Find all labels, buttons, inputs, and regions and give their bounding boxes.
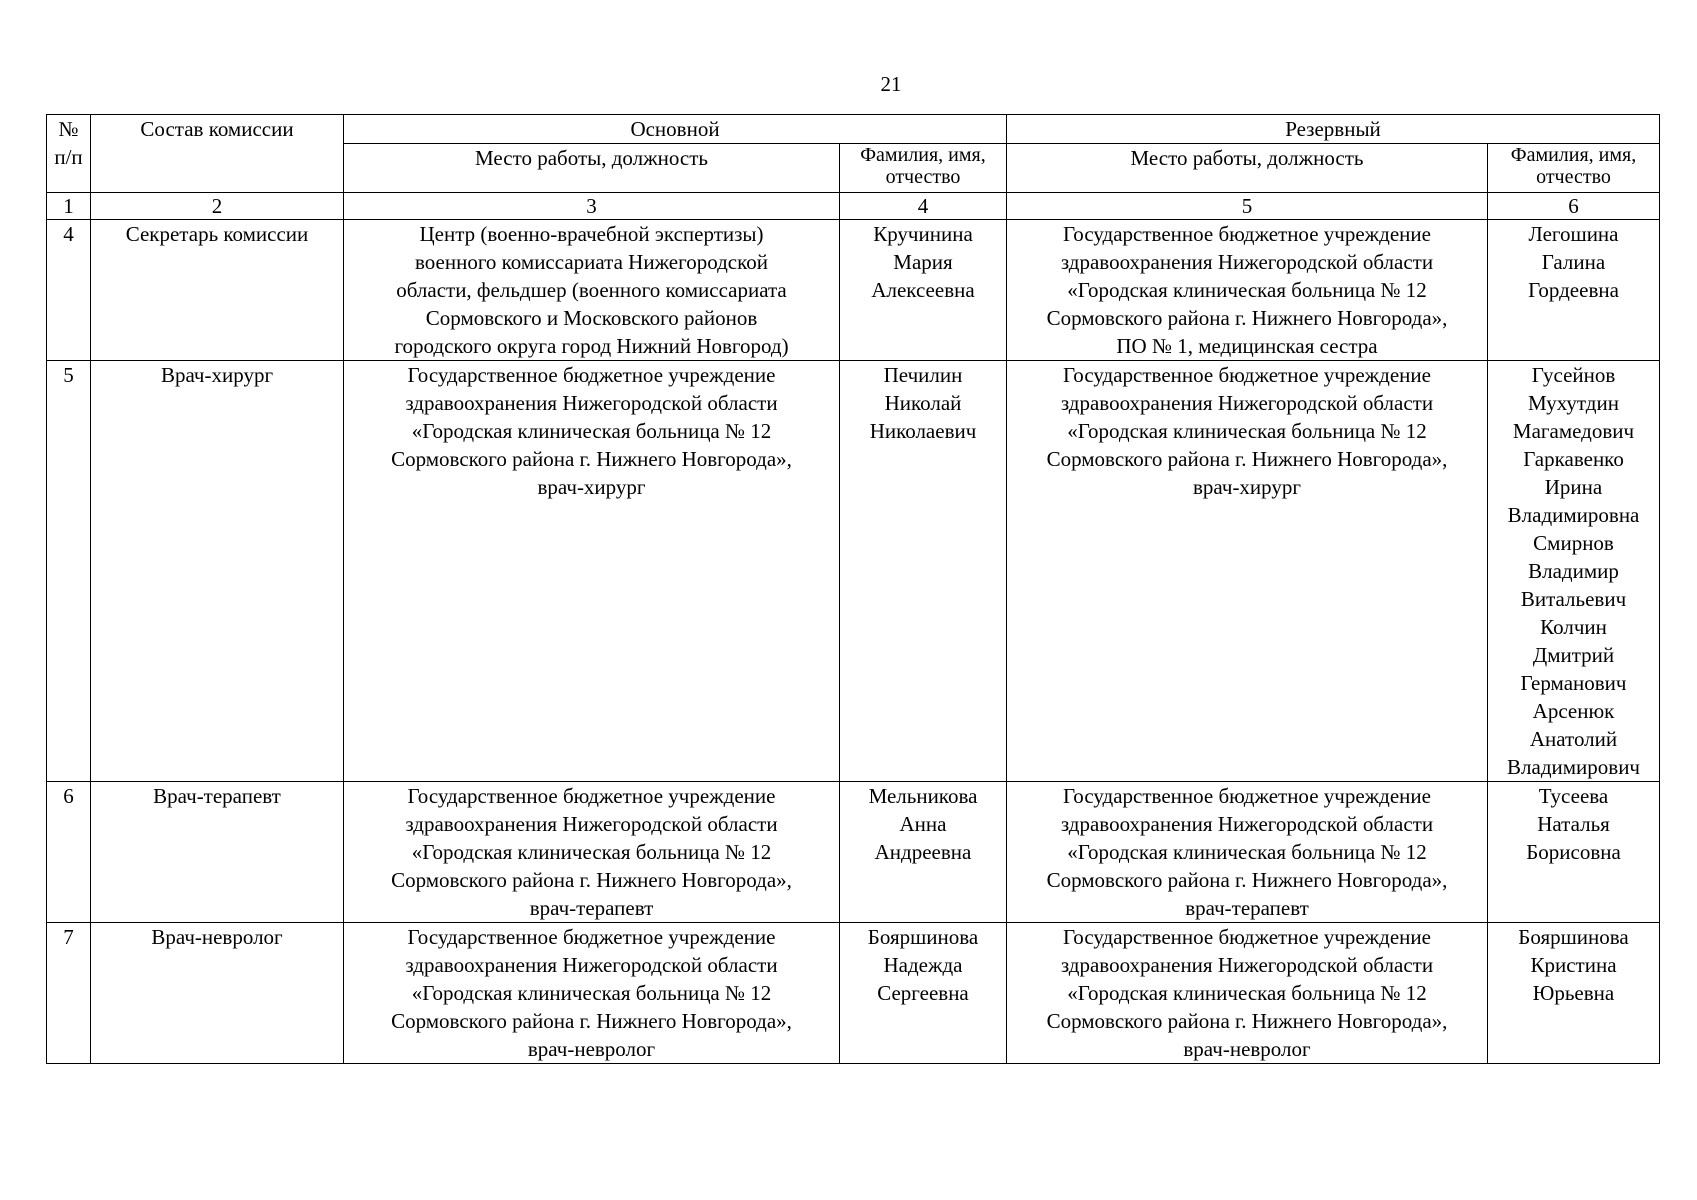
fio-line: Николаевич <box>869 419 977 443</box>
reserve-fio-cell <box>1488 220 1660 361</box>
row-number: 7 <box>47 923 91 1064</box>
row-role: Секретарь комиссии <box>91 220 344 361</box>
column-number: 3 <box>344 193 840 220</box>
header-main-group: Основной <box>344 115 1007 144</box>
workplace-line: врач-невролог <box>527 1037 656 1061</box>
table-row <box>47 361 1660 782</box>
row-number: 5 <box>47 361 91 782</box>
workplace-line: здравоохранения Нижегородской области <box>405 953 778 977</box>
workplace-line: Сормовского и Московского районов <box>425 306 758 330</box>
fio-line: Анна <box>899 812 947 836</box>
fio-line: Борисовна <box>1526 840 1621 864</box>
column-number: 2 <box>91 193 344 220</box>
workplace-line: Государственное бюджетное учреждение <box>407 925 776 949</box>
header-fio-line: Фамилия, имя, <box>860 144 986 166</box>
row-role: Врач-терапевт <box>91 782 344 923</box>
workplace-line: Государственное бюджетное учреждение <box>1063 784 1431 808</box>
header-fio-line: отчество <box>1536 166 1611 188</box>
workplace-line: здравоохранения Нижегородской области <box>1060 812 1434 836</box>
table-header <box>47 115 1660 220</box>
header-main-fio <box>840 144 1007 193</box>
workplace-line: Государственное бюджетное учреждение <box>407 784 776 808</box>
fio-line: Владимировна <box>1507 503 1640 527</box>
main-fio-cell <box>840 220 1007 361</box>
workplace-line: городского округа город Нижний Новгород) <box>394 334 789 358</box>
row-number: 6 <box>47 782 91 923</box>
workplace-line: здравоохранения Нижегородской области <box>405 812 778 836</box>
main-workplace-cell <box>344 220 840 361</box>
column-number-row <box>47 193 1660 220</box>
fio-line: Кристина <box>1530 953 1617 977</box>
workplace-line: здравоохранения Нижегородской области <box>1060 391 1434 415</box>
workplace-line: здравоохранения Нижегородской области <box>405 391 778 415</box>
fio-line: Колчин <box>1540 615 1607 639</box>
workplace-line: военного комиссариата Нижегородской <box>415 250 768 274</box>
column-number: 1 <box>47 193 91 220</box>
reserve-workplace-cell <box>1007 220 1488 361</box>
workplace-line: Сормовского района г. Нижнего Новгорода», <box>391 1009 792 1033</box>
fio-line: Мухутдин <box>1528 391 1619 415</box>
table-row <box>47 923 1660 1064</box>
workplace-line: области, фельдшер (военного комиссариата <box>396 278 787 302</box>
workplace-line: «Городская клиническая больница № 12 <box>1067 981 1427 1005</box>
header-fio-line: отчество <box>885 166 961 188</box>
main-workplace-cell <box>344 361 840 782</box>
main-fio-cell <box>840 361 1007 782</box>
fio-line: Бояршинова <box>1518 925 1629 949</box>
fio-line: Германович <box>1520 671 1627 695</box>
fio-line: Владимирович <box>1507 755 1640 779</box>
workplace-line: «Городская клиническая больница № 12 <box>411 840 772 864</box>
page-number: 21 <box>880 72 902 96</box>
fio-line: Галина <box>1541 250 1606 274</box>
header-num <box>47 115 91 193</box>
header-num-line: п/п <box>54 145 83 169</box>
workplace-line: ПО № 1, медицинская сестра <box>1116 334 1378 358</box>
fio-line: Надежда <box>883 953 963 977</box>
workplace-line: Центр (военно-врачебной экспертизы) <box>419 222 764 246</box>
fio-line: Юрьевна <box>1532 981 1615 1005</box>
fio-line: Анатолий <box>1529 727 1618 751</box>
row-number: 4 <box>47 220 91 361</box>
fio-line: Тусеева <box>1538 784 1609 808</box>
fio-line: Витальевич <box>1520 587 1627 611</box>
header-reserve-group: Резервный <box>1007 115 1660 144</box>
workplace-line: врач-терапевт <box>1185 896 1309 920</box>
reserve-fio-cell <box>1488 361 1660 782</box>
column-number: 5 <box>1007 193 1488 220</box>
workplace-line: Государственное бюджетное учреждение <box>1063 222 1431 246</box>
main-workplace-cell <box>344 782 840 923</box>
fio-line: Ирина <box>1544 475 1603 499</box>
fio-line: Смирнов <box>1533 531 1614 555</box>
workplace-line: врач-хирург <box>1192 475 1302 499</box>
fio-line: Мельникова <box>868 784 978 808</box>
reserve-fio-cell <box>1488 782 1660 923</box>
workplace-line: Государственное бюджетное учреждение <box>1063 925 1431 949</box>
fio-line: Мария <box>893 250 953 274</box>
fio-line: Наталья <box>1537 812 1610 836</box>
fio-line: Алексеевна <box>871 278 975 302</box>
row-role: Врач-хирург <box>91 361 344 782</box>
workplace-line: Сормовского района г. Нижнего Новгорода», <box>1046 306 1448 330</box>
table-row <box>47 782 1660 923</box>
main-fio-cell <box>840 923 1007 1064</box>
fio-line: Легошина <box>1528 222 1619 246</box>
workplace-line: здравоохранения Нижегородской области <box>1060 953 1434 977</box>
fio-line: Гордеевна <box>1528 278 1619 302</box>
workplace-line: врач-невролог <box>1183 1037 1311 1061</box>
fio-line: Бояршинова <box>867 925 979 949</box>
workplace-line: «Городская клиническая больница № 12 <box>411 419 772 443</box>
header-composition: Состав комиссии <box>91 115 344 193</box>
fio-line: Печилин <box>883 363 963 387</box>
fio-line: Дмитрий <box>1532 643 1615 667</box>
workplace-line: «Городская клиническая больница № 12 <box>1067 278 1427 302</box>
workplace-line: Сормовского района г. Нижнего Новгорода», <box>391 447 792 471</box>
workplace-line: «Городская клиническая больница № 12 <box>411 981 772 1005</box>
workplace-line: Государственное бюджетное учреждение <box>1063 363 1431 387</box>
fio-line: Гаркавенко <box>1523 447 1624 471</box>
workplace-line: Сормовского района г. Нижнего Новгорода», <box>1046 868 1448 892</box>
workplace-line: здравоохранения Нижегородской области <box>1060 250 1434 274</box>
reserve-workplace-cell <box>1007 361 1488 782</box>
workplace-line: Сормовского района г. Нижнего Новгорода», <box>1046 447 1448 471</box>
fio-line: Андреевна <box>874 840 972 864</box>
table-row <box>47 220 1660 361</box>
fio-line: Николай <box>884 391 962 415</box>
fio-line: Владимир <box>1528 559 1619 583</box>
header-num-line: № <box>58 117 79 141</box>
reserve-workplace-cell <box>1007 923 1488 1064</box>
header-reserve-workplace: Место работы, должность <box>1007 144 1488 193</box>
main-fio-cell <box>840 782 1007 923</box>
row-role: Врач-невролог <box>91 923 344 1064</box>
workplace-line: врач-хирург <box>537 475 646 499</box>
workplace-line: врач-терапевт <box>529 896 654 920</box>
fio-line: Арсенюк <box>1532 699 1615 723</box>
column-number: 6 <box>1488 193 1660 220</box>
workplace-line: Государственное бюджетное учреждение <box>407 363 776 387</box>
header-reserve-fio <box>1488 144 1660 193</box>
header-main-workplace: Место работы, должность <box>344 144 840 193</box>
fio-line: Сергеевна <box>877 981 969 1005</box>
workplace-line: Сормовского района г. Нижнего Новгорода», <box>391 868 792 892</box>
reserve-fio-cell <box>1488 923 1660 1064</box>
workplace-line: «Городская клиническая больница № 12 <box>1067 419 1427 443</box>
fio-line: Кручинина <box>873 222 973 246</box>
workplace-line: «Городская клиническая больница № 12 <box>1067 840 1427 864</box>
reserve-workplace-cell <box>1007 782 1488 923</box>
header-fio-line: Фамилия, имя, <box>1510 144 1637 166</box>
main-workplace-cell <box>344 923 840 1064</box>
fio-line: Гусейнов <box>1531 363 1616 387</box>
table-body <box>47 220 1660 1064</box>
fio-line: Магамедович <box>1512 419 1635 443</box>
workplace-line: Сормовского района г. Нижнего Новгорода», <box>1046 1009 1448 1033</box>
commission-table <box>46 114 1660 1064</box>
column-number: 4 <box>840 193 1007 220</box>
